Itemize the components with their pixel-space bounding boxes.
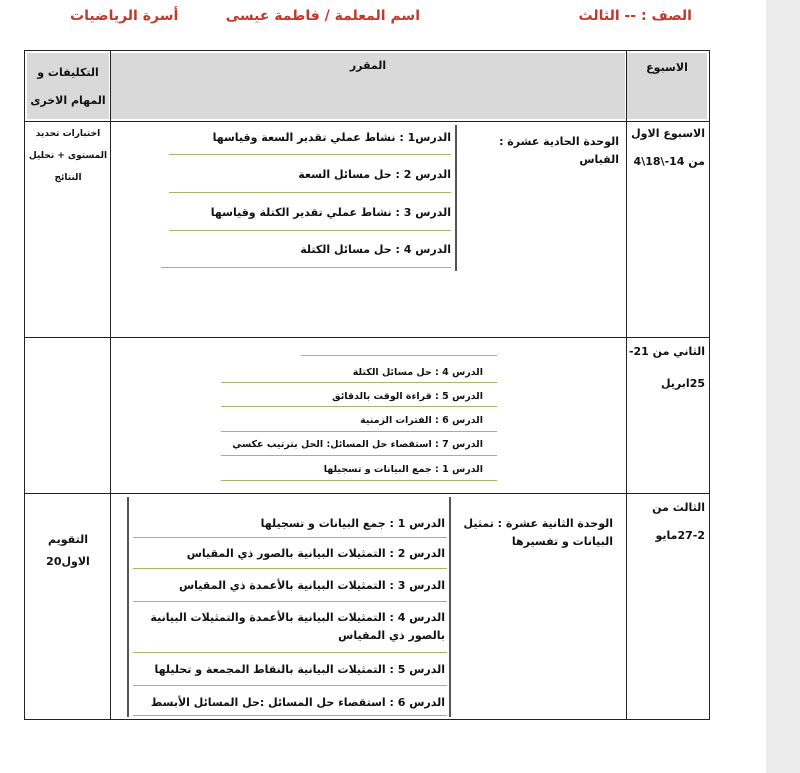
row3-lesson-2: الدرس 2 : التمثيلات البيانية بالصور ذي المقياس [186,547,445,560]
lesson-underline [221,406,497,407]
lesson-underline [221,480,497,481]
lesson-underline [133,715,447,716]
lesson-underline [221,382,497,383]
row-divider [25,121,709,122]
row1-task-line: اختبارات تحديد [35,129,101,139]
lesson-underline [133,537,447,538]
row3-task-line: الاول20 [46,555,90,568]
row3-task-line: التقويم [48,533,88,546]
row2-lesson-3: الدرس 6 : الفترات الزمنية [360,415,483,426]
row-divider [25,337,709,338]
row3-lesson-1: الدرس 1 : جمع البيانات و تسجيلها [260,517,445,530]
row1-tasks [27,125,109,187]
lesson-underline [169,192,451,193]
row2-week [627,341,705,395]
row1-task-line: النتائج [54,173,82,183]
row3-week [627,497,705,547]
column-divider [110,51,111,719]
lesson-frame [449,497,451,717]
row3-week-title: الثالث من [652,501,705,514]
header-week-label: الاسبوع [646,61,688,74]
lesson-underline [221,455,497,456]
lesson-underline [133,685,447,686]
row3-lesson-5: الدرس 5 : التمثيلات البيانية بالنقاط المجمعة و تحليلها [154,663,445,676]
department-name: أسرة الرياضيات [70,8,179,24]
lesson-underline [169,154,451,155]
weekly-plan-table [24,50,710,720]
row3-lesson-3: الدرس 3 : التمثيلات البيانية بالأعمدة ذي المقياس [178,579,445,592]
lesson-underline [133,601,447,602]
grade-label: الصف : -- الثالث [578,8,692,24]
row3-lesson-4: الدرس 4 : التمثيلات البيانية بالأعمدة والتمثيلات البيانية بالصور ذي المقياس [150,611,445,642]
row2-lesson-1: الدرس 4 : حل مسائل الكتلة [352,367,483,378]
lesson-underline [169,230,451,231]
row1-lesson-4: الدرس 4 : حل مسائل الكتلة [300,243,451,256]
page-margin-strip [766,0,800,773]
teacher-name: اسم المعلمة / فاطمة عيسى [225,8,420,24]
lesson-underline [221,431,497,432]
row1-task-line: المستوى + تحليل [28,151,108,161]
lesson-underline [133,652,447,653]
row1-lesson-2: الدرس 2 : حل مسائل السعة [298,168,451,181]
header-course [111,53,625,119]
row1-lesson-3: الدرس 3 : نشاط عملي تقدير الكتلة وقياسها [210,206,451,219]
row2-week-title: الثاني من 21- [628,345,705,358]
header-week [627,53,707,119]
row1-week-title: الاسبوع الاول [631,127,705,140]
lesson-frame [127,497,129,717]
row2-week-dates: 25ابريل [660,377,705,390]
row2-lesson-2: الدرس 5 : قراءة الوقت بالدقائق [332,391,483,402]
row1-unit: الوحدة الحادية عشرة : القياس [499,135,619,166]
lesson-underline [301,355,497,356]
row3-lesson-6: الدرس 6 : استقصاء حل المسائل :حل المسائل الأبسط [150,696,445,709]
row-divider [25,493,709,494]
lesson-frame [455,125,457,271]
lesson-underline [133,568,447,569]
row2-lesson-4: الدرس 7 : استقصاء حل المسائل: الحل بترتيب عكسي [232,439,483,450]
row1-lesson-1: الدرس1 : نشاط عملي تقدير السعة وقياسها [212,131,451,144]
row3-unit: الوحدة الثانية عشرة : تمثيل البيانات و تفسيرها [463,517,613,548]
row1-week-dates: من 14-\18\4 [633,155,705,168]
row1-week [627,123,705,173]
lesson-underline [161,267,451,268]
row2-lesson-5: الدرس 1 : جمع البيانات و تسجيلها [323,464,483,475]
header-tasks [27,53,109,119]
header-tasks-label: التكليفات و المهام الاخرى [30,66,106,107]
row3-tasks [27,529,109,573]
row3-week-dates: 27-2مايو [655,529,705,542]
header-course-label: المقرر [349,59,387,72]
